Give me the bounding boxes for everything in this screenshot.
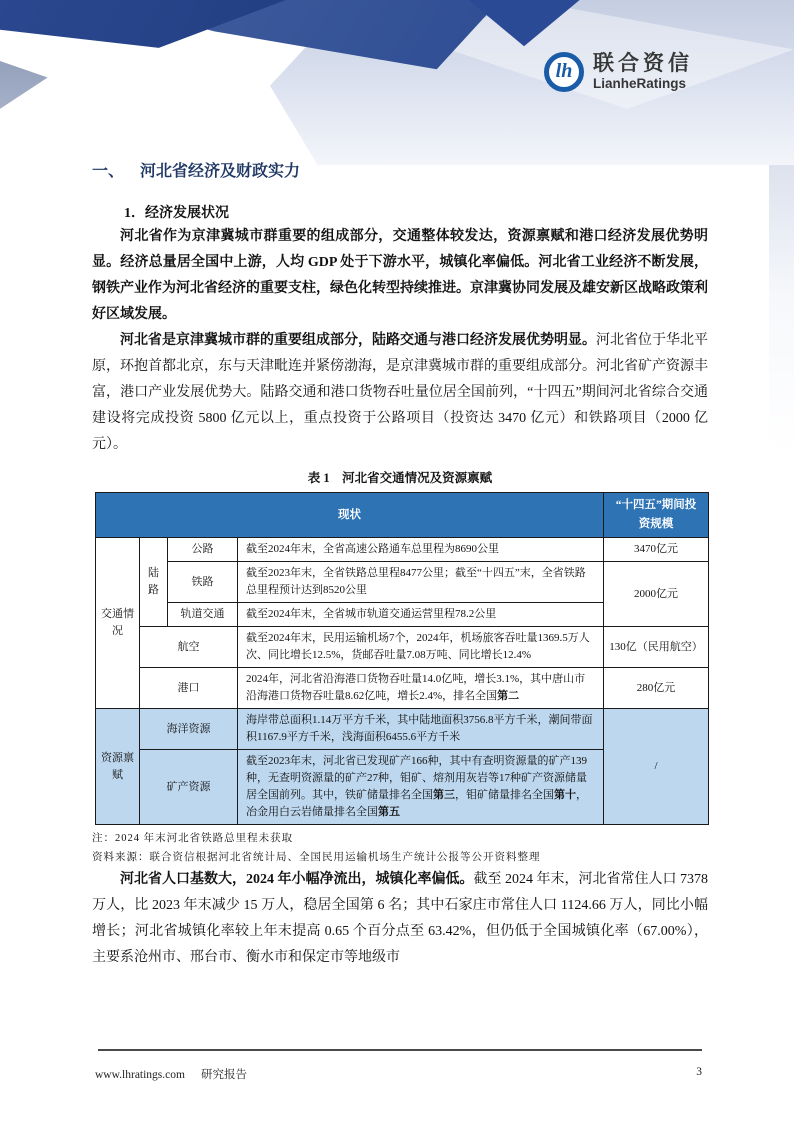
brand-name-en: LianheRatings xyxy=(593,76,687,91)
paragraph-population xyxy=(92,867,708,971)
subsection-title: 1．经济发展状况 xyxy=(124,206,229,221)
section-number: 一、 xyxy=(92,163,125,180)
brand-name-cn: 联合资信 xyxy=(593,52,693,75)
brand-text xyxy=(593,52,693,92)
table-row-railway xyxy=(96,562,709,603)
cell-marine-desc: 海岸带总面积1.14万平方千米，其中陆地面积3756.8平方千米，潮间带面积1167.9平方千米，浅海面积6455.6平方千米 xyxy=(238,709,604,750)
cell-highway-invest: 3470亿元 xyxy=(604,538,709,562)
page-number: 3 xyxy=(696,1066,702,1078)
lianhe-logo-glyph: lh xyxy=(555,60,573,82)
table-notes xyxy=(92,829,708,867)
cell-railway-invest: 2000亿元 xyxy=(604,562,709,627)
cell-mineral-desc-text-2: ，钼矿储量排名全国 xyxy=(455,789,554,801)
paragraph-economy-overview xyxy=(92,224,708,328)
group-cell-land: 陆路 xyxy=(140,538,168,627)
cell-mineral-desc-text-1: 截至2023年末，河北省已发现矿产166种，其中有查明资源量的矿产139种，无查明资源量的矿产27种，钼矿、熔剂用灰岩等17种矿产资源储量居全国前列。其中，铁矿储量排名全国 xyxy=(246,755,587,801)
cell-mineral-rank-molybdenum: 第十 xyxy=(554,789,576,801)
cell-mineral-rank-dolomite: 第五 xyxy=(378,806,400,818)
table-row-highway xyxy=(96,538,709,562)
cell-mineral-desc xyxy=(238,750,604,825)
cell-aviation-invest: 130亿（民用航空） xyxy=(604,627,709,668)
paragraph-economy-overview-text: 河北省作为京津冀城市群重要的组成部分，交通整体较发达，资源禀赋和港口经济发展优势明显。经济总量居全国中上游，人均 GDP 处于下游水平，城镇化率偏低。河北省工业经济不断发展，钢铁产业作为河北省经济的重要支柱，绿色化转型持续推进。京津冀协同发展及雄安新区战略政策利好区域发展。 xyxy=(92,229,708,322)
cell-port-invest: 280亿元 xyxy=(604,668,709,709)
cell-marine-label: 海洋资源 xyxy=(140,709,238,750)
cell-resource-invest: / xyxy=(604,709,709,825)
cell-mineral-label: 矿产资源 xyxy=(140,750,238,825)
lianhe-logo-icon xyxy=(544,52,584,92)
cell-highway-desc: 截至2024年末，全省高速公路通车总里程为8690公里 xyxy=(238,538,604,562)
paragraph-transport-rest: 河北省位于华北平原，环抱首都北京，东与天津毗连并紧傍渤海，是京津冀城市群的重要组成部分。河北省矿产资源丰富，港口产业发展优势大。陆路交通和港口货物吞吐量位居全国前列，“十四五”期间河北省综合交通建设将完成投资 5800 亿元以上，重点投资于公路项目（投资达 3470 亿元）和铁路项目（2000 亿元）。 xyxy=(92,333,708,452)
document-body xyxy=(92,160,708,971)
cell-railway-label: 铁路 xyxy=(168,562,238,603)
footer-divider xyxy=(98,1049,702,1051)
cell-mineral-rank-iron: 第三 xyxy=(433,789,455,801)
table-source-line: 资料来源：联合资信根据河北省统计局、全国民用运输机场生产统计公报等公开资料整理 xyxy=(92,852,541,863)
table-row-aviation xyxy=(96,627,709,668)
paragraph-population-lead: 河北省人口基数大，2024 年小幅净流出，城镇化率偏低。 xyxy=(120,872,474,887)
group-cell-traffic: 交通情况 xyxy=(96,538,140,709)
section-title-text: 河北省经济及财政实力 xyxy=(140,163,301,180)
brand-block xyxy=(544,52,693,92)
footer-left xyxy=(95,1066,247,1082)
section-title xyxy=(92,160,708,184)
cell-port-desc-rank: 第二 xyxy=(497,690,520,702)
cell-aviation-label: 航空 xyxy=(140,627,238,668)
footer xyxy=(95,1066,702,1082)
footer-site-url: www.lhratings.com xyxy=(95,1069,185,1081)
paragraph-population-rest: 截至 2024 年末，河北省常住人口 7378 万人，比 2023 年末减少 15 万人，稳居全国第 6 名；其中石家庄市常住人口 1124.66 万人，同比小幅增长；河北省城镇化率较上年末提高 0.65 个百分点至 63.42%，但仍低于全国城镇化率（67.00%），主要系沧州市、邢台市、衡水市和保定市等地级市 xyxy=(92,872,708,965)
group-cell-resource: 资源禀赋 xyxy=(96,709,140,825)
cell-aviation-desc: 截至2024年末，民用运输机场7个，2024年，机场旅客吞吐量1369.5万人次、同比增长12.5%，货邮吞吐量7.08万吨、同比增长12.4% xyxy=(238,627,604,668)
header-cell-investment: “十四五”期间投资规模 xyxy=(604,493,709,538)
cell-port-label: 港口 xyxy=(140,668,238,709)
header-cell-status: 现状 xyxy=(96,493,604,538)
cell-port-desc-text: 2024年，河北省沿海港口货物吞吐量14.0亿吨，增长3.1%，其中唐山市沿海港口货物吞吐量8.62亿吨，增长2.4%，排名全国 xyxy=(246,673,586,702)
paragraph-transport-lead: 河北省是京津冀城市群的重要组成部分，陆路交通与港口经济发展优势明显。 xyxy=(120,333,596,348)
traffic-resource-table xyxy=(95,492,709,825)
paragraph-transport xyxy=(92,328,708,458)
table-row-port xyxy=(96,668,709,709)
cell-metro-label: 轨道交通 xyxy=(168,603,238,627)
cell-highway-label: 公路 xyxy=(168,538,238,562)
cell-railway-desc: 截至2023年末，全省铁路总里程8477公里；截至“十四五”末，全省铁路总里程预计达到8520公里 xyxy=(238,562,604,603)
table-note-line: 注：2024 年末河北省铁路总里程未获取 xyxy=(92,833,294,844)
table-caption: 表 1 河北省交通情况及资源禀赋 xyxy=(307,471,493,485)
cell-mineral-desc-text-3: ，冶金用白云岩储量排名全国 xyxy=(246,789,587,818)
table-row-marine xyxy=(96,709,709,750)
cell-port-desc xyxy=(238,668,604,709)
table-header-row xyxy=(96,493,709,538)
cell-metro-desc: 截至2024年末，全省城市轨道交通运营里程78.2公里 xyxy=(238,603,604,627)
footer-report-label: 研究报告 xyxy=(200,1069,247,1081)
